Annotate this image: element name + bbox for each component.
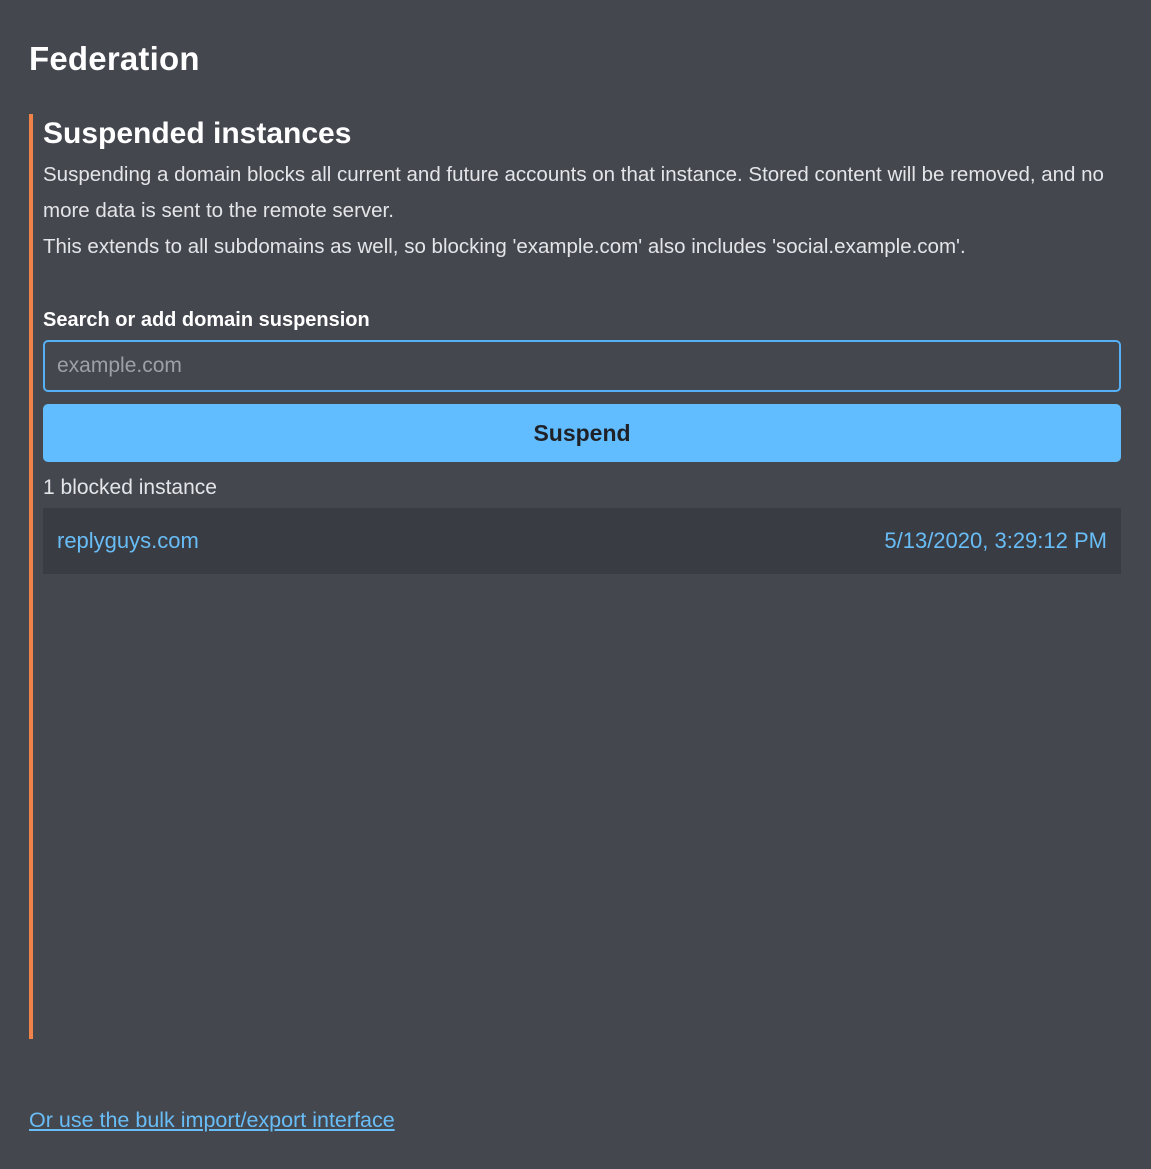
suspended-instances-panel <box>29 114 1151 1039</box>
suspend-button[interactable]: Suspend <box>43 404 1121 462</box>
section-description-primary: Suspending a domain blocks all current and future accounts on that instance. Stored content will be removed, and no more data is sent to the remote server. <box>43 163 1104 223</box>
section-description-subdomains: This extends to all subdomains as well, so blocking 'example.com' also includes 'social.example.com'. <box>43 235 966 259</box>
section-heading: Suspended instances <box>43 117 352 150</box>
page-title: Federation <box>29 40 200 77</box>
instance-domain-link[interactable]: replyguys.com <box>57 528 199 554</box>
domain-search-input[interactable] <box>43 340 1121 392</box>
instance-suspended-date: 5/13/2020, 3:29:12 PM <box>884 528 1107 554</box>
bulk-import-export-link[interactable]: Or use the bulk import/export interface <box>29 1108 395 1132</box>
table-row[interactable] <box>43 508 1121 574</box>
domain-search-label: Search or add domain suspension <box>43 309 370 332</box>
blocked-instance-count: 1 blocked instance <box>43 476 217 500</box>
